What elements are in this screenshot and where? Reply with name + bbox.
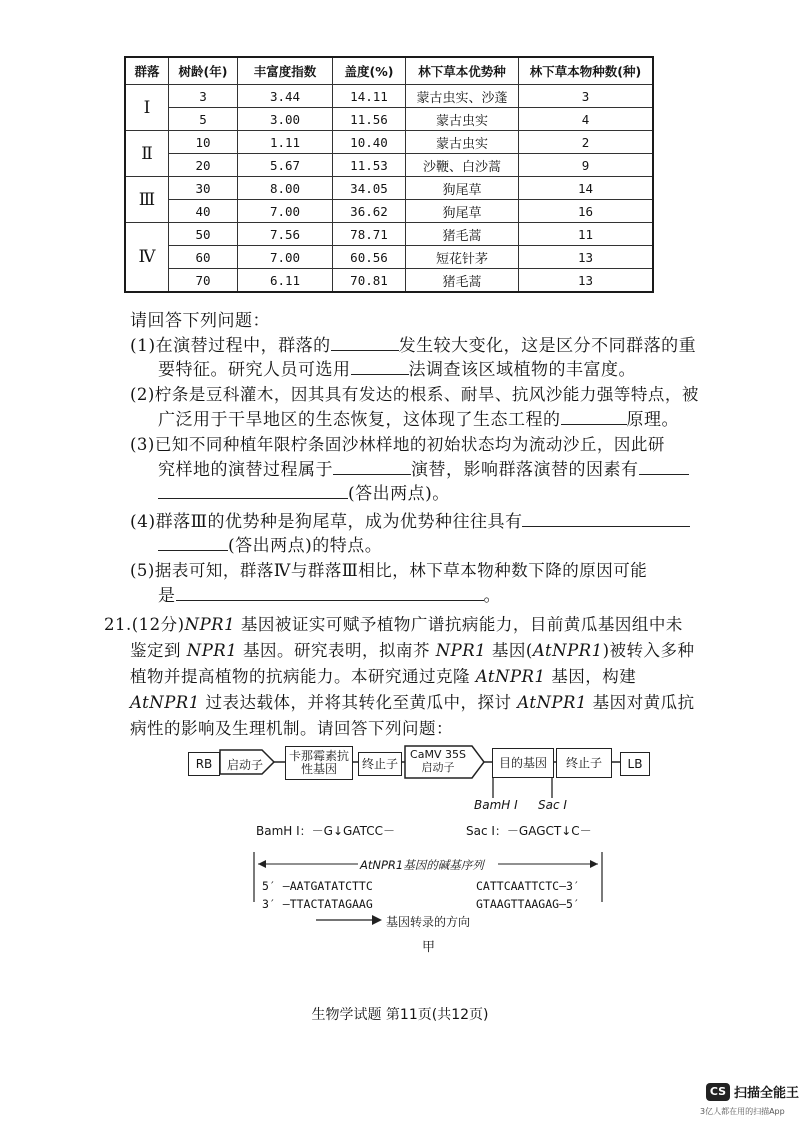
table-cell: 狗尾草 — [406, 177, 519, 200]
table-row — [125, 223, 653, 246]
table-cell: 11.56 — [333, 108, 406, 131]
table-cell: 50 — [169, 223, 238, 246]
watermark-tagline: 3亿人都在用的扫描App — [700, 1107, 785, 1116]
table-cell: 短花针茅 — [406, 246, 519, 269]
q2-text: 原理。 — [626, 410, 679, 430]
table-row — [125, 131, 653, 154]
camscanner-logo-icon: CS — [706, 1083, 730, 1101]
table-cell: 10 — [169, 131, 238, 154]
q1-text: 要特征。研究人员可选用 — [158, 360, 351, 380]
sequence-bottom-right: GTAAGTTAAGAG—5′ — [476, 897, 580, 911]
q1-text: 发生较大变化，这是区分不同群落的重 — [398, 336, 697, 356]
header-cell: 树龄(年) — [169, 57, 238, 85]
table-row — [125, 269, 653, 293]
table-cell: 16 — [519, 200, 654, 223]
table-cell: 2 — [519, 131, 654, 154]
q21-text: 基因对黄瓜抗 — [586, 693, 695, 712]
q5-text: 是 — [158, 586, 176, 606]
answer-blank — [176, 584, 484, 601]
table-row — [125, 154, 653, 177]
header-cell: 盖度(%) — [333, 57, 406, 85]
answer-blank — [561, 408, 627, 425]
figure-label: 甲 — [422, 940, 436, 955]
promoter-label: 启动子 — [226, 758, 263, 772]
group-cell: Ⅰ — [125, 85, 169, 131]
q21-text: 21.(12分) — [104, 615, 185, 634]
table-cell: 20 — [169, 154, 238, 177]
table-cell: 13 — [519, 246, 654, 269]
table-cell: 猪毛蒿 — [406, 223, 519, 246]
q4-text: (答出两点)的特点。 — [228, 536, 383, 556]
answer-blank — [158, 482, 348, 499]
saci-definition: Sac Ⅰ：－GAGCT↓C－ — [466, 824, 592, 838]
table-cell: 8.00 — [238, 177, 333, 200]
table-cell: 14 — [519, 177, 654, 200]
table-cell: 蒙古虫实 — [406, 108, 519, 131]
table-cell: 14.11 — [333, 85, 406, 108]
table-cell: 5.67 — [238, 154, 333, 177]
table-cell: 36.62 — [333, 200, 406, 223]
question-3-line-3 — [158, 482, 450, 505]
table-row — [125, 246, 653, 269]
question-1-line-2 — [158, 358, 636, 381]
gene-name: AtNPR1 — [130, 693, 200, 712]
table-row — [125, 177, 653, 200]
sequence-top-right: CATTCAATTCTC—3′ — [476, 879, 580, 893]
q21-text: 过表达载体，并将其转化至黄瓜中，探讨 — [199, 693, 518, 712]
table-row — [125, 200, 653, 223]
data-table — [124, 56, 654, 293]
question-2-line-2 — [158, 408, 679, 431]
bamhi-definition: BamH Ⅰ：－G↓GATCC－ — [256, 824, 395, 838]
question-21-line-4 — [130, 692, 695, 714]
scanner-watermark — [706, 1082, 799, 1101]
camv-label: CaMV 35S启动子 — [410, 748, 466, 774]
table-cell: 3.00 — [238, 108, 333, 131]
table-cell: 沙鞭、白沙蒿 — [406, 154, 519, 177]
table-row — [125, 85, 653, 108]
table-cell: 34.05 — [333, 177, 406, 200]
table-cell: 40 — [169, 200, 238, 223]
table-cell: 11 — [519, 223, 654, 246]
question-5-line-2 — [158, 584, 501, 607]
q21-text: 基因。研究表明，拟南芥 — [237, 641, 436, 660]
group-cell: Ⅳ — [125, 223, 169, 293]
table-header-row — [125, 57, 653, 85]
question-21-line-1 — [104, 614, 683, 636]
question-21-line-3 — [130, 666, 636, 688]
table-cell: 猪毛蒿 — [406, 269, 519, 293]
q3-text: (答出两点)。 — [348, 484, 450, 504]
target-gene-box: 目的基因 — [492, 748, 554, 778]
table-cell: 60 — [169, 246, 238, 269]
q21-text: 鉴定到 — [130, 641, 187, 660]
group-cell: Ⅲ — [125, 177, 169, 223]
table-cell: 6.11 — [238, 269, 333, 293]
q3-text: 演替，影响群落演替的因素有 — [411, 460, 639, 480]
q21-text: 基因，构建 — [545, 667, 637, 686]
table-cell: 7.56 — [238, 223, 333, 246]
table-cell: 蒙古虫实、沙蓬 — [406, 85, 519, 108]
q1-text: 法调查该区域植物的丰富度。 — [408, 360, 636, 380]
table-cell: 3 — [169, 85, 238, 108]
table-cell: 3.44 — [238, 85, 333, 108]
answer-blank — [522, 510, 690, 527]
table-cell: 7.00 — [238, 200, 333, 223]
question-21-line-2 — [130, 640, 695, 662]
question-3-line-2 — [158, 458, 689, 481]
question-21-line-5: 病性的影响及生理机制。请回答下列问题： — [130, 719, 453, 738]
gene-name: NPR1 — [184, 615, 236, 634]
q21-text: )被转入多种 — [602, 641, 695, 660]
table-cell: 60.56 — [333, 246, 406, 269]
gene-name: AtNPR1 — [532, 641, 603, 660]
question-4-line-1 — [130, 510, 690, 533]
sequence-top-left: 5′ —AATGATATCTTC — [262, 879, 373, 893]
table-cell: 狗尾草 — [406, 200, 519, 223]
table-cell: 9 — [519, 154, 654, 177]
table-row — [125, 108, 653, 131]
question-5-line-1: (5)据表可知，群落Ⅳ与群落Ⅲ相比，林下草本物种数下降的原因可能 — [130, 561, 648, 580]
table-cell: 5 — [169, 108, 238, 131]
q21-text: 植物并提高植物的抗病能力。本研究通过克隆 — [130, 667, 476, 686]
terminator-box: 终止子 — [556, 748, 612, 778]
group-cell: Ⅱ — [125, 131, 169, 177]
q2-text: 广泛用于干旱地区的生态恢复，这体现了生态工程的 — [158, 410, 561, 430]
q4-text: (4)群落Ⅲ的优势种是狗尾草，成为优势种往往具有 — [130, 512, 523, 532]
table-cell: 78.71 — [333, 223, 406, 246]
table-cell: 蒙古虫实 — [406, 131, 519, 154]
q5-text: 。 — [483, 586, 501, 606]
answer-blank — [639, 458, 689, 475]
question-2-line-1: (2)柠条是豆科灌木，因其具有发达的根系、耐旱、抗风沙能力强等特点，被 — [130, 385, 699, 404]
gene-name: AtNPR1 — [517, 693, 587, 712]
table-cell: 11.53 — [333, 154, 406, 177]
table-cell: 13 — [519, 269, 654, 293]
terminator-box: 终止子 — [358, 752, 402, 776]
sequence-title: AtNPR1基因的碱基序列 — [360, 858, 484, 872]
bamhi-site-label: BamH Ⅰ — [474, 798, 518, 812]
page-footer: 生物学试题 第11页(共12页) — [311, 1007, 489, 1023]
q1-text: (1)在演替过程中，群落的 — [130, 336, 331, 356]
header-cell: 群落 — [125, 57, 169, 85]
sequence-bottom-left: 3′ —TTACTATAGAAG — [262, 897, 373, 911]
gene-name: NPR1 — [186, 641, 238, 660]
header-cell: 丰富度指数 — [238, 57, 333, 85]
question-1-line-1 — [130, 334, 696, 357]
header-cell: 林下草本物种数(种) — [519, 57, 654, 85]
table-cell: 30 — [169, 177, 238, 200]
answer-blank — [331, 334, 399, 351]
table-cell: 70.81 — [333, 269, 406, 293]
answer-blank — [158, 534, 228, 551]
answer-blank — [333, 458, 411, 475]
kan-resistance-box: 卡那霉素抗性基因 — [285, 746, 353, 780]
q3-text: 究样地的演替过程属于 — [158, 460, 333, 480]
table-cell: 1.11 — [238, 131, 333, 154]
question-intro: 请回答下列问题： — [130, 311, 270, 331]
question-3-line-1: (3)已知不同种植年限柠条固沙林样地的初始状态均为流动沙丘，因此研 — [130, 435, 665, 454]
saci-site-label: Sac Ⅰ — [538, 798, 567, 812]
q21-text: 基因被证实可赋予植物广谱抗病能力，目前黄瓜基因组中未 — [235, 615, 683, 634]
table-cell: 70 — [169, 269, 238, 293]
table-cell: 4 — [519, 108, 654, 131]
table-cell: 10.40 — [333, 131, 406, 154]
rb-box: RB — [188, 752, 220, 776]
header-cell: 林下草本优势种 — [406, 57, 519, 85]
lb-box: LB — [620, 752, 650, 776]
transcription-direction-label: 基因转录的方向 — [386, 915, 471, 929]
q21-text: 基因( — [486, 641, 533, 660]
table-cell: 7.00 — [238, 246, 333, 269]
gene-name: AtNPR1 — [475, 667, 546, 686]
watermark-brand: 扫描全能王 — [734, 1086, 800, 1101]
gene-name: NPR1 — [435, 641, 487, 660]
question-4-line-2 — [158, 534, 382, 557]
answer-blank — [351, 358, 409, 375]
table-cell: 3 — [519, 85, 654, 108]
